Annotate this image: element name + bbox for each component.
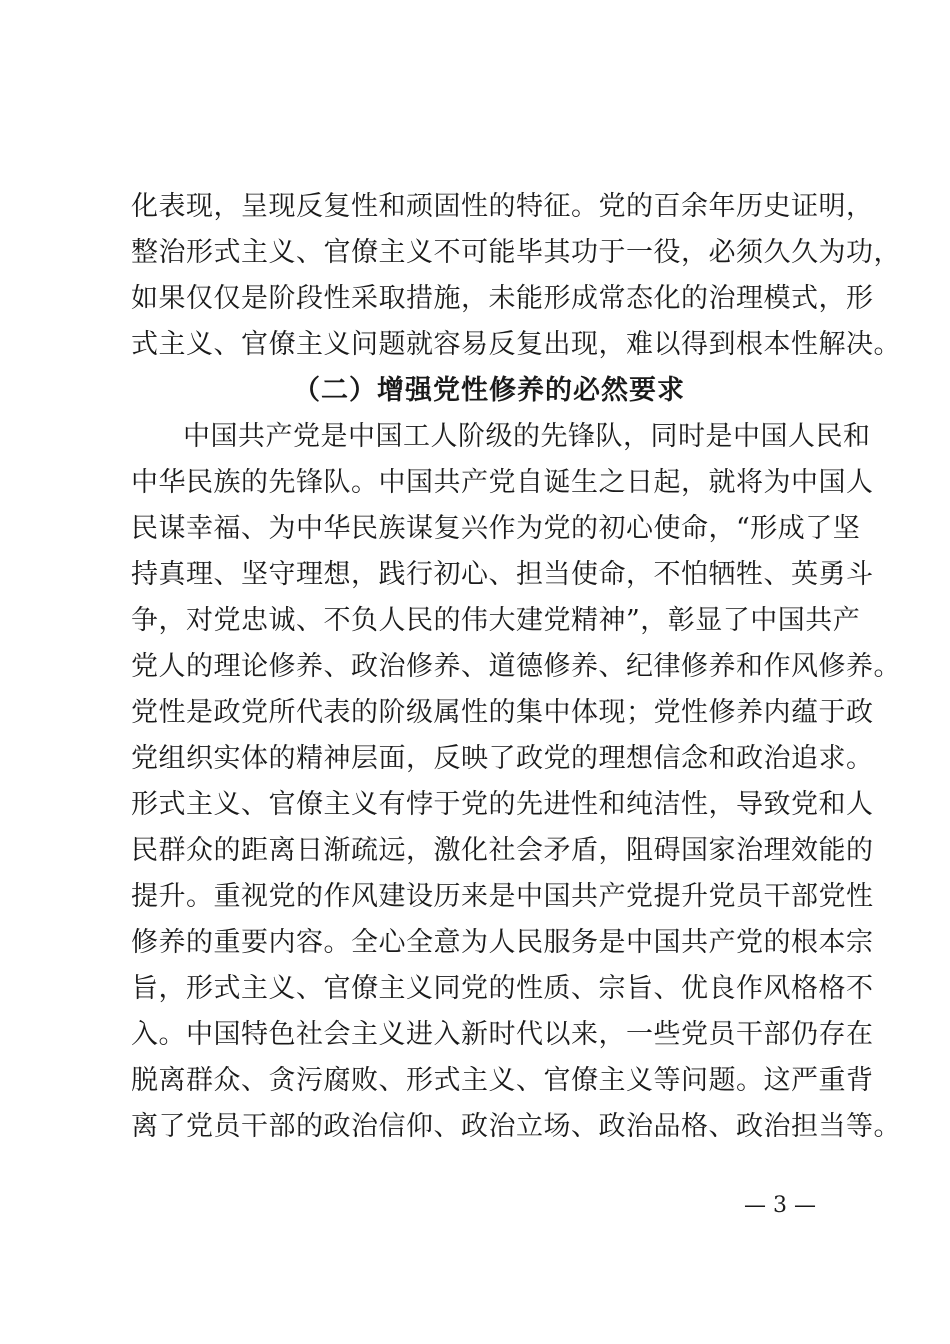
paragraph-2-line-14: 入。中国特色社会主义进入新时代以来，一些党员干部仍存在 (131, 1019, 874, 1050)
paragraph-2-line-15: 脱离群众、贪污腐败、形式主义、官僚主义等问题。这严重背 (131, 1065, 874, 1096)
paragraph-2-line-8: 党组织实体的精神层面，反映了政党的理想信念和政治追求。 (131, 743, 874, 774)
paragraph-2-line-11: 提升。重视党的作风建设历来是中国共产党提升党员干部党性 (131, 881, 874, 912)
paragraph-2-line-7: 党性是政党所代表的阶级属性的集中体现；党性修养内蕴于政 (131, 697, 874, 728)
section-heading: （二）增强党性修养的必然要求 (293, 375, 685, 406)
paragraph-2-line-12: 修养的重要内容。全心全意为人民服务是中国共产党的根本宗 (131, 927, 874, 958)
paragraph-2-line-1: 中国共产党是中国工人阶级的先锋队，同时是中国人民和 (183, 421, 871, 452)
paragraph-1-line-1: 化表现，呈现反复性和顽固性的特征。党的百余年历史证明， (131, 191, 874, 222)
paragraph-2-line-13: 旨，形式主义、官僚主义同党的性质、宗旨、优良作风格格不 (131, 973, 874, 1004)
paragraph-2-line-2: 中华民族的先锋队。中国共产党自诞生之日起，就将为中国人 (131, 467, 874, 498)
page-number: — 3 — (744, 1193, 816, 1218)
paragraph-1-line-3: 如果仅仅是阶段性采取措施，未能形成常态化的治理模式，形 (131, 283, 874, 314)
paragraph-2-line-5: 争，对党忠诚、不负人民的伟大建党精神”，彰显了中国共产 (131, 605, 861, 636)
paragraph-2-line-4: 持真理、坚守理想，践行初心、担当使命，不怕牺牲、英勇斗 (131, 559, 874, 590)
paragraph-2-line-6: 党人的理论修养、政治修养、道德修养、纪律修养和作风修养。 (131, 651, 901, 682)
paragraph-1-line-2: 整治形式主义、官僚主义不可能毕其功于一役，必须久久为功， (131, 237, 901, 268)
paragraph-2-line-3: 民谋幸福、为中华民族谋复兴作为党的初心使命，“形成了坚 (131, 513, 861, 544)
paragraph-2-line-10: 民群众的距离日渐疏远，激化社会矛盾，阻碍国家治理效能的 (131, 835, 874, 866)
paragraph-1-line-4: 式主义、官僚主义问题就容易反复出现，难以得到根本性解决。 (131, 329, 901, 360)
paragraph-2-line-9: 形式主义、官僚主义有悖于党的先进性和纯洁性，导致党和人 (131, 789, 874, 820)
paragraph-2-line-16: 离了党员干部的政治信仰、政治立场、政治品格、政治担当等。 (131, 1111, 901, 1142)
